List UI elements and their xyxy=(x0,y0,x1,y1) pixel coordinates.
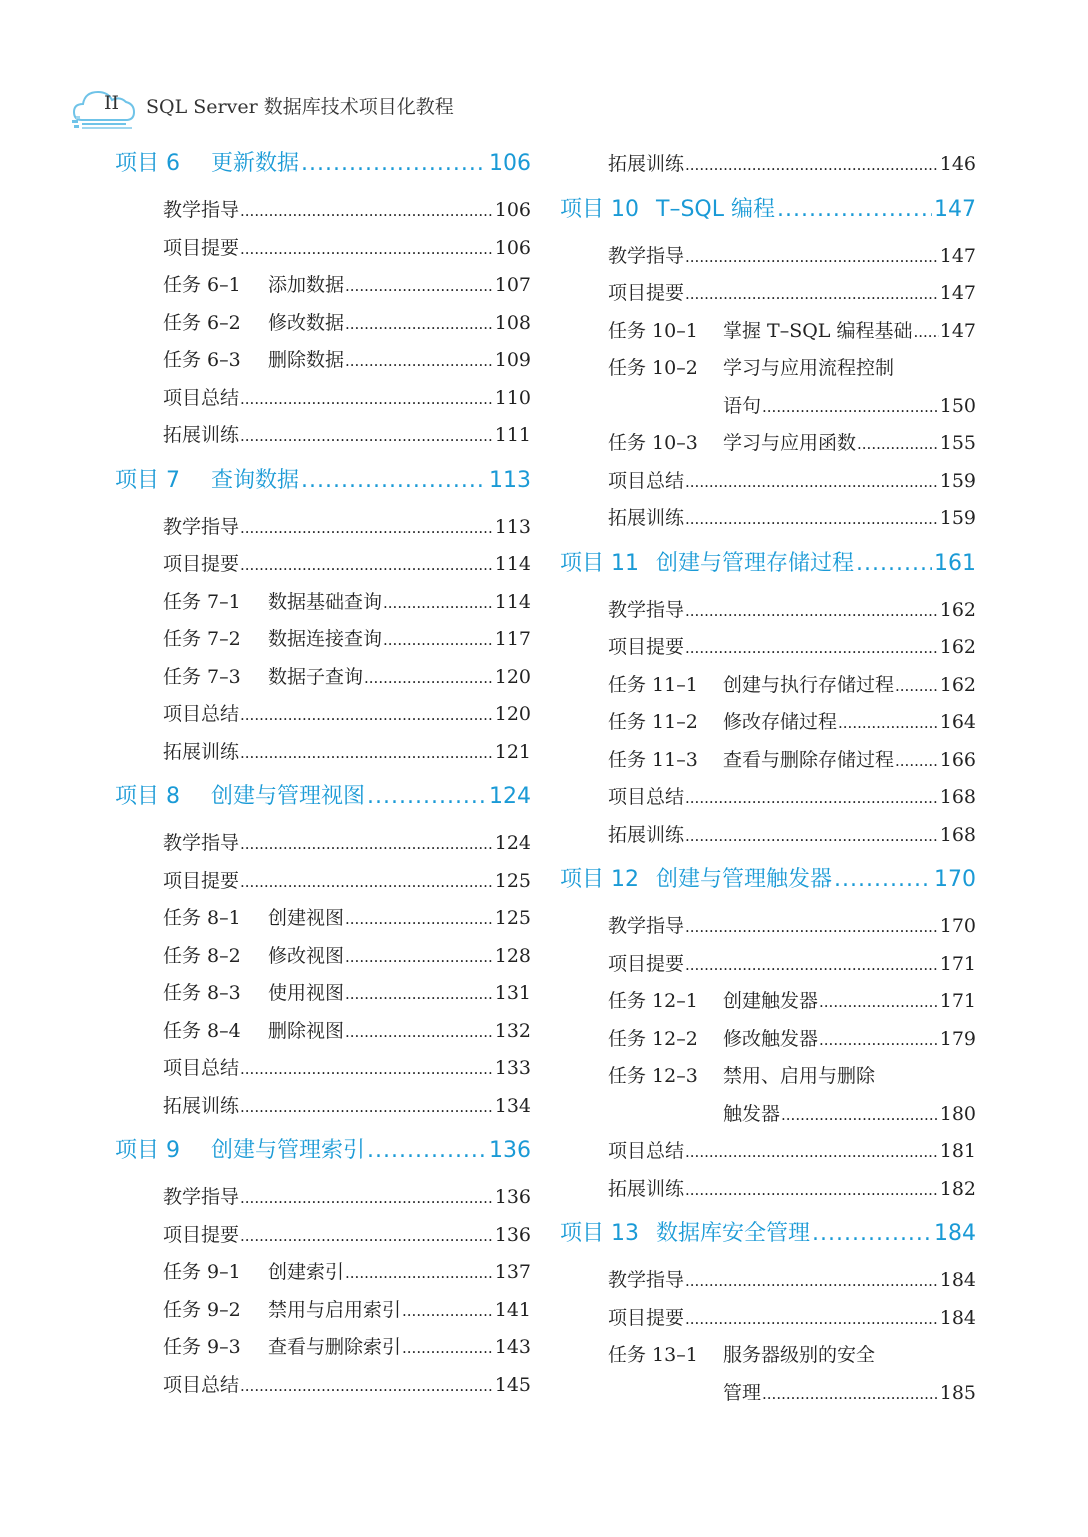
entry-title: 拓展训练 xyxy=(163,740,240,763)
dot-leader xyxy=(838,705,939,743)
page-ref: 109 xyxy=(494,349,531,371)
toc-entry[interactable] xyxy=(560,275,976,313)
toc-entry[interactable] xyxy=(115,1013,531,1051)
dot-leader xyxy=(345,268,494,306)
page-ref: 162 xyxy=(939,636,976,658)
page-ref: 121 xyxy=(494,740,531,763)
entry-title: 拓展训练 xyxy=(608,823,685,846)
page-ref: 147 xyxy=(939,244,976,267)
entry-title: 创建触发器 xyxy=(723,990,819,1012)
toc-entry[interactable] xyxy=(115,975,531,1013)
section-gap xyxy=(560,854,976,862)
entry-title: 拓展训练 xyxy=(608,1177,685,1200)
page-ref: 136 xyxy=(489,1138,531,1163)
page-ref: 184 xyxy=(934,1221,976,1246)
dot-leader xyxy=(913,314,938,352)
toc-entry[interactable] xyxy=(115,734,531,772)
entry-title: 学习与应用流程控制 xyxy=(723,357,895,379)
dot-leader xyxy=(685,947,939,985)
page-ref: 159 xyxy=(939,507,976,529)
project-title: 创建与管理索引 xyxy=(211,1138,366,1163)
page-ref: 145 xyxy=(494,1373,531,1396)
toc-entry[interactable] xyxy=(560,667,976,705)
dot-leader xyxy=(685,147,939,185)
toc-entry[interactable] xyxy=(115,509,531,547)
dot-leader xyxy=(685,1172,939,1210)
toc-entry[interactable] xyxy=(560,779,976,817)
task-code: 任务 8–1 xyxy=(163,907,241,929)
toc-entry[interactable] xyxy=(115,1179,531,1217)
page-ref: 179 xyxy=(939,1027,976,1050)
dot-leader xyxy=(240,510,494,548)
toc-entry[interactable] xyxy=(560,908,976,946)
entry-title: 项目提要 xyxy=(163,236,240,259)
toc-entry-continuation[interactable] xyxy=(560,1096,976,1134)
toc-entry[interactable] xyxy=(560,238,976,276)
dot-leader xyxy=(685,239,939,277)
dot-leader xyxy=(240,1089,494,1127)
entry-title: 项目提要 xyxy=(163,553,240,575)
toc-entry[interactable] xyxy=(115,659,531,697)
toc-entry[interactable] xyxy=(115,342,531,380)
dot-leader xyxy=(240,231,494,269)
project-number: 项目 9 xyxy=(115,1138,180,1163)
entry-title: 项目总结 xyxy=(163,1057,240,1079)
page-ref: 125 xyxy=(494,907,531,929)
toc-entry[interactable] xyxy=(115,863,531,901)
page-ref: 155 xyxy=(939,432,976,454)
page-ref: 106 xyxy=(489,151,531,176)
project-heading[interactable] xyxy=(115,779,531,817)
dot-leader xyxy=(895,743,939,781)
dot-leader xyxy=(762,1376,939,1414)
dot-leader xyxy=(856,551,932,576)
dot-leader xyxy=(364,660,494,698)
toc-entry-continuation[interactable] xyxy=(560,1375,976,1413)
toc-entry[interactable] xyxy=(115,546,531,584)
toc-entry-continuation[interactable] xyxy=(560,388,976,426)
page-ref: 162 xyxy=(939,598,976,621)
dot-leader xyxy=(685,818,939,856)
toc-entry[interactable] xyxy=(560,500,976,538)
entry-title: 项目提要 xyxy=(163,1223,240,1246)
dot-leader xyxy=(240,697,494,735)
toc-entry[interactable] xyxy=(115,305,531,343)
dot-leader xyxy=(777,197,932,222)
section-gap xyxy=(560,184,976,192)
dot-leader xyxy=(240,418,494,456)
dot-leader xyxy=(240,735,494,773)
entry-title: 创建索引 xyxy=(268,1261,345,1283)
toc-entry[interactable] xyxy=(115,825,531,863)
dot-leader xyxy=(345,343,494,381)
page-ref: 159 xyxy=(939,469,976,492)
dot-leader xyxy=(819,1022,939,1060)
toc-entry[interactable] xyxy=(115,267,531,305)
toc-entry[interactable] xyxy=(115,696,531,734)
page-ref: 164 xyxy=(939,711,976,733)
dot-leader xyxy=(240,864,494,902)
entry-title: 修改数据 xyxy=(268,311,345,334)
entry-title: 项目提要 xyxy=(163,869,240,892)
page-ref: 171 xyxy=(939,990,976,1012)
section-gap xyxy=(115,455,531,463)
dot-leader xyxy=(402,1330,494,1368)
dot-leader xyxy=(834,867,932,892)
project-title: 查询数据 xyxy=(211,467,300,493)
project-number: 项目 10 xyxy=(560,196,639,222)
toc-entry[interactable] xyxy=(560,983,976,1021)
page-ref: 111 xyxy=(494,424,531,446)
dot-leader xyxy=(367,1138,487,1163)
entry-title: 项目总结 xyxy=(163,386,240,409)
page-ref: 181 xyxy=(939,1140,976,1162)
entry-title: 触发器 xyxy=(723,1102,781,1125)
page-ref: 131 xyxy=(494,982,531,1004)
page-ref: 147 xyxy=(939,282,976,304)
page-ref: 141 xyxy=(494,1298,531,1321)
entry-title: 拓展训练 xyxy=(608,153,685,175)
page-ref: 134 xyxy=(494,1094,531,1117)
dot-leader xyxy=(819,984,939,1022)
dot-leader xyxy=(685,909,939,947)
toc-entry[interactable] xyxy=(115,1329,531,1367)
section-gap xyxy=(560,1208,976,1216)
page-ref: 120 xyxy=(494,665,531,688)
page-ref: 133 xyxy=(494,1057,531,1079)
toc-entry[interactable] xyxy=(560,946,976,984)
project-number: 项目 11 xyxy=(560,550,639,576)
task-code: 任务 8–4 xyxy=(163,1019,241,1042)
page-ref: 136 xyxy=(494,1186,531,1208)
task-code: 任务 8–3 xyxy=(163,982,241,1004)
dot-leader xyxy=(685,593,939,631)
toc-left-column xyxy=(115,146,531,1404)
entry-title: 查看与删除存储过程 xyxy=(723,748,895,771)
toc-entry[interactable] xyxy=(560,1021,976,1059)
page-ref: 117 xyxy=(494,628,531,650)
dot-leader xyxy=(345,976,494,1014)
toc-entry[interactable] xyxy=(560,1058,976,1096)
project-heading[interactable] xyxy=(115,146,531,184)
dot-leader xyxy=(240,1218,494,1256)
dot-leader xyxy=(685,1134,939,1172)
project-title: 更新数据 xyxy=(211,151,300,176)
page-ref: 124 xyxy=(494,832,531,854)
dot-leader xyxy=(240,1051,494,1089)
entry-title: 项目提要 xyxy=(608,282,685,304)
dot-leader xyxy=(240,193,494,231)
toc-entry[interactable] xyxy=(115,938,531,976)
entry-title: 项目总结 xyxy=(608,786,685,808)
page-header xyxy=(68,84,548,134)
page-ref: 120 xyxy=(494,703,531,725)
project-heading[interactable] xyxy=(560,862,976,900)
page-ref: 147 xyxy=(939,319,976,342)
toc-entry[interactable] xyxy=(115,1217,531,1255)
toc-entry[interactable] xyxy=(115,584,531,622)
task-code: 任务 6–3 xyxy=(163,349,241,371)
page-ref: 136 xyxy=(494,1223,531,1246)
toc-entry[interactable] xyxy=(560,463,976,501)
entry-title: 掌握 T–SQL 编程基础 xyxy=(723,319,913,342)
entry-title: 修改存储过程 xyxy=(723,711,838,733)
page-ref: 143 xyxy=(494,1336,531,1358)
entry-title: 项目总结 xyxy=(163,1373,240,1396)
page-ref: 171 xyxy=(939,952,976,975)
entry-title: 语句 xyxy=(723,394,762,417)
dot-leader xyxy=(383,622,494,660)
dot-leader xyxy=(383,585,494,623)
dot-leader xyxy=(812,1221,932,1246)
toc-entry[interactable] xyxy=(560,146,976,184)
section-gap xyxy=(560,538,976,546)
entry-title: 删除视图 xyxy=(268,1019,345,1042)
toc-entry[interactable] xyxy=(115,1088,531,1126)
dot-leader xyxy=(781,1097,939,1135)
page-number: II xyxy=(104,92,120,114)
toc-entry[interactable] xyxy=(560,1337,976,1375)
entry-title: 项目总结 xyxy=(163,703,240,725)
project-number: 项目 6 xyxy=(115,151,180,176)
dot-leader xyxy=(685,501,939,539)
task-code: 任务 9–1 xyxy=(163,1261,241,1283)
page-ref: 150 xyxy=(939,394,976,417)
toc-entry[interactable] xyxy=(115,900,531,938)
toc-entry[interactable] xyxy=(560,313,976,351)
toc-entry[interactable] xyxy=(115,192,531,230)
entry-title: 拓展训练 xyxy=(163,424,240,446)
entry-title: 管理 xyxy=(723,1381,762,1404)
entry-title: 教学指导 xyxy=(608,915,685,937)
entry-title: 禁用、启用与删除 xyxy=(723,1065,876,1087)
toc-entry[interactable] xyxy=(115,230,531,268)
entry-title: 教学指导 xyxy=(163,832,240,854)
dot-leader xyxy=(685,780,939,818)
dot-leader xyxy=(685,630,939,668)
dot-leader xyxy=(345,306,494,344)
task-code: 任务 8–2 xyxy=(163,944,241,967)
page-ref: 106 xyxy=(494,236,531,259)
dot-leader xyxy=(240,1180,494,1218)
page-ref: 107 xyxy=(494,274,531,296)
page-ref: 180 xyxy=(939,1102,976,1125)
project-number: 项目 12 xyxy=(560,867,639,892)
entry-title: 创建与执行存储过程 xyxy=(723,673,895,696)
toc-entry[interactable] xyxy=(115,1292,531,1330)
task-code: 任务 9–3 xyxy=(163,1336,241,1358)
page-ref: 147 xyxy=(934,196,976,222)
dot-leader xyxy=(685,1263,939,1301)
entry-title: 项目提要 xyxy=(608,952,685,975)
task-code: 任务 12–2 xyxy=(608,1027,698,1050)
entry-title: 教学指导 xyxy=(608,598,685,621)
page-ref: 114 xyxy=(494,590,531,613)
entry-title: 学习与应用函数 xyxy=(723,432,857,454)
task-code: 任务 12–1 xyxy=(608,990,698,1012)
page-ref: 128 xyxy=(494,944,531,967)
dot-leader xyxy=(240,381,494,419)
project-number: 项目 8 xyxy=(115,784,180,809)
entry-title: 修改视图 xyxy=(268,944,345,967)
page-ref: 132 xyxy=(494,1019,531,1042)
page-ref: 168 xyxy=(939,786,976,808)
dot-leader xyxy=(240,1368,494,1406)
entry-title: 教学指导 xyxy=(163,515,240,538)
task-code: 任务 13–1 xyxy=(608,1344,698,1366)
project-number: 项目 13 xyxy=(560,1221,639,1246)
entry-title: 数据基础查询 xyxy=(268,590,383,613)
task-code: 任务 12–3 xyxy=(608,1065,698,1087)
entry-title: 添加数据 xyxy=(268,274,345,296)
dot-leader xyxy=(685,1301,939,1339)
dot-leader xyxy=(895,668,939,706)
page-ref: 182 xyxy=(939,1177,976,1200)
page-ref: 137 xyxy=(494,1261,531,1283)
project-title: 创建与管理触发器 xyxy=(656,867,833,892)
entry-title: 项目总结 xyxy=(608,1140,685,1162)
dot-leader xyxy=(240,547,494,585)
page-ref: 106 xyxy=(494,199,531,221)
project-heading[interactable] xyxy=(560,192,976,230)
task-code: 任务 7–1 xyxy=(163,590,241,613)
toc-entry[interactable] xyxy=(115,1050,531,1088)
toc-entry[interactable] xyxy=(560,1133,976,1171)
toc-entry[interactable] xyxy=(560,425,976,463)
project-title: 创建与管理视图 xyxy=(211,784,366,809)
page-ref: 184 xyxy=(939,1269,976,1291)
page-ref: 170 xyxy=(934,867,976,892)
dot-leader xyxy=(762,389,939,427)
project-heading[interactable] xyxy=(115,463,531,501)
section-gap xyxy=(115,771,531,779)
entry-title: 数据子查询 xyxy=(268,665,364,688)
page-ref: 170 xyxy=(939,915,976,937)
page-ref: 162 xyxy=(939,673,976,696)
dot-leader xyxy=(367,784,487,809)
task-code: 任务 11–3 xyxy=(608,748,698,771)
dot-leader xyxy=(240,826,494,864)
page-ref: 110 xyxy=(494,386,531,409)
entry-title: 修改触发器 xyxy=(723,1027,819,1050)
dot-leader xyxy=(402,1293,494,1331)
project-title: 创建与管理存储过程 xyxy=(656,550,855,576)
entry-title: 查看与删除索引 xyxy=(268,1336,402,1358)
entry-title: 项目提要 xyxy=(608,636,685,658)
page-ref: 124 xyxy=(489,784,531,809)
toc-entry[interactable] xyxy=(560,1262,976,1300)
toc-entry[interactable] xyxy=(115,417,531,455)
entry-title: 使用视图 xyxy=(268,982,345,1004)
entry-title: 禁用与启用索引 xyxy=(268,1298,402,1321)
page-ref: 146 xyxy=(939,153,976,175)
task-code: 任务 6–2 xyxy=(163,311,241,334)
task-code: 任务 7–3 xyxy=(163,665,241,688)
page-ref: 114 xyxy=(494,553,531,575)
toc-right-column xyxy=(560,146,976,1412)
entry-title: 项目提要 xyxy=(608,1306,685,1329)
page-ref: 161 xyxy=(934,550,976,576)
dot-leader xyxy=(301,468,487,493)
toc-entry[interactable] xyxy=(560,1300,976,1338)
page-ref: 125 xyxy=(494,869,531,892)
dot-leader xyxy=(345,901,494,939)
task-code: 任务 10–3 xyxy=(608,432,698,454)
project-heading[interactable] xyxy=(560,546,976,584)
toc-entry[interactable] xyxy=(560,817,976,855)
task-code: 任务 9–2 xyxy=(163,1298,241,1321)
dot-leader xyxy=(345,1255,494,1293)
page-ref: 166 xyxy=(939,748,976,771)
toc-entry[interactable] xyxy=(560,704,976,742)
page-ref: 113 xyxy=(489,467,531,493)
task-code: 任务 7–2 xyxy=(163,628,241,650)
task-code: 任务 11–1 xyxy=(608,673,698,696)
entry-title: 教学指导 xyxy=(608,244,685,267)
page-ref: 108 xyxy=(494,311,531,334)
toc-entry[interactable] xyxy=(560,629,976,667)
dot-leader xyxy=(685,276,939,314)
project-heading[interactable] xyxy=(560,1216,976,1254)
entry-title: 删除数据 xyxy=(268,349,345,371)
entry-title: 教学指导 xyxy=(163,199,240,221)
entry-title: 教学指导 xyxy=(608,1269,685,1291)
entry-title: 项目总结 xyxy=(608,469,685,492)
toc-entry[interactable] xyxy=(115,1254,531,1292)
task-code: 任务 11–2 xyxy=(608,711,698,733)
entry-title: 数据连接查询 xyxy=(268,628,383,650)
toc-entry[interactable] xyxy=(115,380,531,418)
toc-entry[interactable] xyxy=(560,350,976,388)
page-ref: 184 xyxy=(939,1306,976,1329)
toc-entry[interactable] xyxy=(560,592,976,630)
entry-title: 教学指导 xyxy=(163,1186,240,1208)
task-code: 任务 6–1 xyxy=(163,274,241,296)
dot-leader xyxy=(301,151,487,176)
entry-title: 拓展训练 xyxy=(608,507,685,529)
page-ref: 185 xyxy=(939,1381,976,1404)
toc-entry[interactable] xyxy=(115,621,531,659)
project-title: T–SQL 编程 xyxy=(656,196,775,222)
dot-leader xyxy=(345,1014,494,1052)
toc-entry[interactable] xyxy=(560,742,976,780)
section-gap xyxy=(115,1125,531,1133)
task-code: 任务 10–2 xyxy=(608,357,698,379)
page-ref: 113 xyxy=(494,515,531,538)
project-heading[interactable] xyxy=(115,1133,531,1171)
book-title: SQL Server 数据库技术项目化教程 xyxy=(146,96,454,118)
task-code: 任务 10–1 xyxy=(608,319,698,342)
toc-entry[interactable] xyxy=(560,1171,976,1209)
entry-title: 服务器级别的安全 xyxy=(723,1344,876,1366)
project-number: 项目 7 xyxy=(115,467,180,493)
entry-title: 创建视图 xyxy=(268,907,345,929)
entry-title: 拓展训练 xyxy=(163,1094,240,1117)
dot-leader xyxy=(685,464,939,502)
toc-entry[interactable] xyxy=(115,1367,531,1405)
dot-leader xyxy=(345,939,494,977)
dot-leader xyxy=(857,426,939,464)
page-ref: 168 xyxy=(939,823,976,846)
project-title: 数据库安全管理 xyxy=(656,1221,811,1246)
